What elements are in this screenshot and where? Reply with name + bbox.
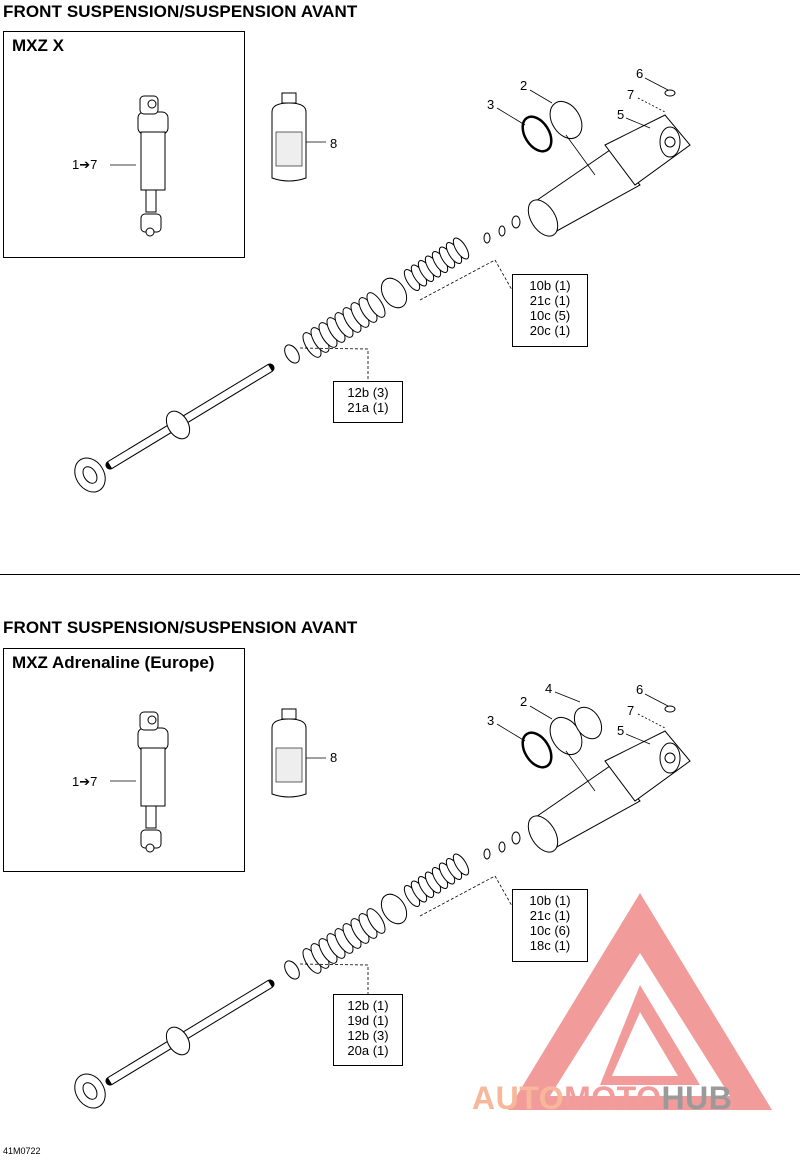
section-2-label-2: 2	[520, 694, 528, 709]
leader-line	[566, 135, 595, 175]
qty-line: 20c (1)	[529, 323, 571, 338]
screw	[665, 90, 675, 96]
piston-rod-fill	[110, 984, 270, 1081]
qty-line: 10b (1)	[529, 893, 571, 908]
section-1-assembly-label: 1➔7	[72, 157, 98, 172]
leader-line	[555, 692, 580, 702]
qty-line: 18c (1)	[529, 938, 571, 953]
oil-bottle-illustration	[272, 709, 326, 797]
qty-line: 10c (5)	[529, 308, 571, 323]
qty-line: 12b (3)	[347, 1028, 389, 1043]
shock-bottom-hole	[146, 228, 154, 236]
section-2-label-7: 7	[627, 703, 635, 718]
section-2-label-5: 5	[617, 723, 625, 738]
qty-line: 21c (1)	[529, 908, 571, 923]
section-1-label-6: 6	[636, 66, 644, 81]
bottle-cap	[282, 709, 296, 719]
qty-line: 21c (1)	[529, 293, 571, 308]
section-2-model-title: MXZ Adrenaline (Europe)	[12, 653, 215, 672]
bottle-label	[276, 132, 302, 166]
leader-line	[626, 118, 650, 128]
shock-eyelet-hole	[148, 716, 156, 724]
screw	[665, 706, 675, 712]
shock-bottom-hole	[146, 844, 154, 852]
section-2-label-8: 8	[330, 750, 338, 765]
section-1-label-3: 3	[487, 97, 495, 112]
section-2-label-4: 4	[545, 681, 553, 696]
leader-line	[645, 694, 668, 706]
section-1-label-7: 7	[627, 87, 635, 102]
small-washer	[484, 849, 490, 859]
upper-shim-stack	[401, 852, 471, 909]
section-2-assembly-label: 1➔7	[72, 774, 98, 789]
washer	[282, 342, 303, 365]
section-1-label-2: 2	[520, 78, 528, 93]
oil-bottle-illustration	[272, 93, 326, 181]
qty-line: 12b (1)	[347, 998, 389, 1013]
shock-reservoir-top	[138, 112, 168, 134]
watermark-part-hub: HUB	[661, 1080, 733, 1116]
leader-line	[626, 734, 650, 744]
leader-line	[497, 724, 525, 741]
shock-eyelet-hole	[148, 100, 156, 108]
section-2-heading: FRONT SUSPENSION/SUSPENSION AVANT	[3, 618, 358, 637]
shock-rod	[146, 806, 156, 828]
shock-body-cylinder	[522, 115, 690, 241]
watermark-part-moto: MOTO	[564, 1080, 662, 1116]
section-2-label-3: 3	[487, 713, 495, 728]
shock-shaft-assembly	[69, 984, 270, 1114]
leader-line	[645, 78, 668, 90]
shock-rod	[146, 190, 156, 212]
qty-line: 10b (1)	[529, 278, 571, 293]
bottle-label	[276, 748, 302, 782]
section-1-label-8: 8	[330, 136, 338, 151]
watermark-wordmark	[472, 1080, 732, 1117]
bottle-cap	[282, 93, 296, 103]
small-washer	[484, 233, 490, 243]
leader-line	[566, 751, 595, 791]
upper-shim-stack	[401, 236, 471, 293]
section-1-model-title: MXZ X	[12, 36, 64, 55]
lower-shim-stack	[299, 906, 388, 976]
lower-shim-stack	[299, 290, 388, 360]
leader-line	[530, 706, 552, 719]
shock-shaft-assembly	[69, 368, 270, 498]
leader-line	[638, 714, 665, 728]
section-2-label-6: 6	[636, 682, 644, 697]
leader-line	[530, 90, 552, 103]
qty-line: 10c (6)	[529, 923, 571, 938]
small-washer	[499, 226, 505, 236]
shock-reservoir-top	[138, 728, 168, 750]
washer	[282, 958, 303, 981]
piston-rod-fill	[110, 368, 270, 465]
shock-body	[141, 748, 165, 806]
shock-body	[141, 132, 165, 190]
watermark-logo-triangle	[508, 893, 772, 1110]
shock-body-cylinder	[522, 731, 690, 857]
qty-line: 20a (1)	[347, 1043, 389, 1058]
cylinder-eyelet-hole	[665, 137, 675, 147]
qty-line: 12b (3)	[347, 385, 389, 400]
figure-code: 41M0722	[3, 1146, 41, 1156]
watermark-part-auto: AUTO	[472, 1080, 565, 1116]
qty-line: 21a (1)	[347, 400, 389, 415]
cylinder-eyelet-hole	[665, 753, 675, 763]
section-1-heading: FRONT SUSPENSION/SUSPENSION AVANT	[3, 2, 358, 21]
qty-line: 19d (1)	[347, 1013, 389, 1028]
leader-line	[638, 98, 665, 112]
section-1-diagram	[69, 78, 690, 498]
nut	[512, 832, 520, 844]
small-shock-illustration	[110, 96, 168, 236]
small-shock-illustration	[110, 712, 168, 852]
section-1-label-5: 5	[617, 107, 625, 122]
leader-line	[497, 108, 525, 125]
small-washer	[499, 842, 505, 852]
nut	[512, 216, 520, 228]
